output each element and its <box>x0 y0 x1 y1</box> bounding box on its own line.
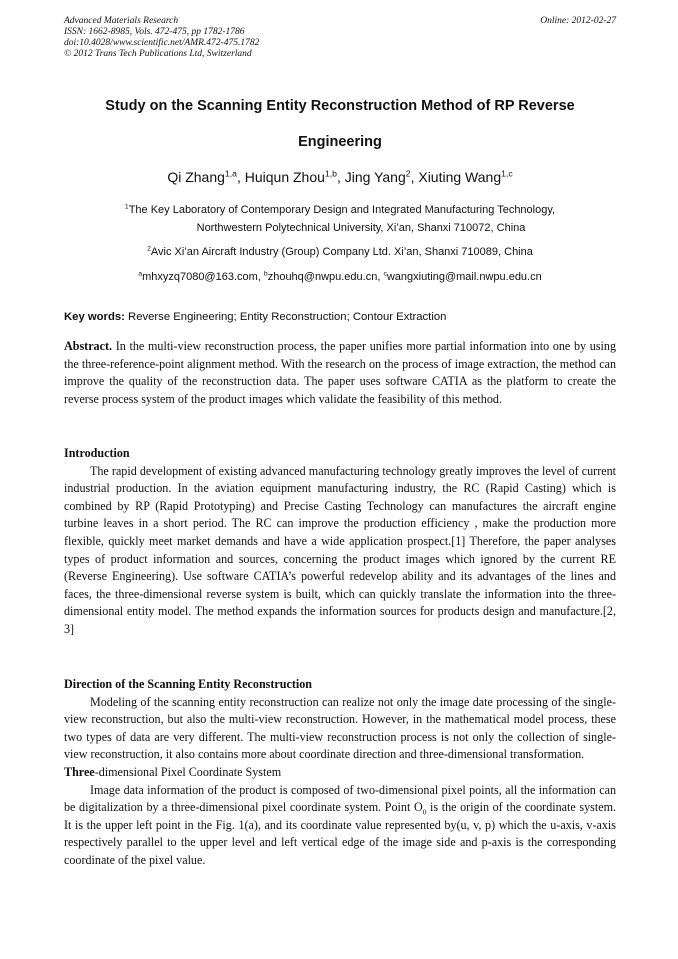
email-b: zhouhq@nwpu.edu.cn, <box>267 271 384 283</box>
direction-paragraph: Modeling of the scanning entity reconstruction can realize not only the image date processing of the single-view reconstruction, but also the multi-view reconstruction. However, in the mathematical model process, these two types of data are very different. The multi-view reconstruction process is not only the collection of single-view reconstruction, it also contains more about coordinate direction and three-dimensional transformation. <box>64 694 616 762</box>
affiliation-2: $^2$Avic Xi’an Aircraft Industry (Group) Company Ltd. Xi’an, Shanxi 710089, China <box>147 245 533 258</box>
author: Huiqun Zhou$^{1,b}$, <box>244 168 345 185</box>
abstract <box>64 338 616 408</box>
keywords-label: Key words: <box>64 311 125 323</box>
direction-section <box>64 676 616 870</box>
introduction-section <box>64 445 616 639</box>
keywords-text: Reverse Engineering; Entity Reconstruction; Contour Extraction <box>124 311 447 323</box>
author: Xiuting Wang$^{1,c}$ <box>418 168 513 185</box>
title-line-2: Engineering <box>298 134 382 150</box>
introduction-heading: Introduction <box>64 446 130 460</box>
email-a: mhxyzq7080@163.com, <box>142 271 264 283</box>
author: Qi Zhang$^{1,a}$, <box>167 168 245 185</box>
copyright-line: © 2012 Trans Tech Publications Ltd, Switzerland <box>64 49 252 59</box>
keywords <box>64 309 616 325</box>
introduction-paragraph: The rapid development of existing advanced manufacturing technology greatly improves the level of current industrial production. In the aviation equipment manufacturing industry, the RC (Rapid Casting) which is combined by RP (Rapid Prototyping) and Precise Casting Technology can manufactures the aircraft engine turbine leaves in a short period. The RC can improve the production efficiency , make the production more flexible, quickly meet market demands and have a wide application prospect.[1] Therefore, the paper analyses types of product information and sources, concerning the product images which ignored by the current RE (Reverse Engineering). Use software CATIA’s powerful redevelop ability and its advantages of the lines and faces, the three-dimensional reverse system is built, which can quickly translate the information into the three-dimensional entity model. The method expands the information sources for products design and manufacture.[2, 3] <box>64 463 616 636</box>
author-emails: $^a$mhxyzq7080@163.com, $^b$zhouhq@nwpu.edu.cn, $^c$wangxiuting@mail.nwpu.edu.cn <box>138 270 542 283</box>
abstract-text: In the multi-view reconstruction process, the paper unifies more partial information into one by using the three-reference-point alignment method. With the research on the process of image extraction, the method can improve the quality of the reconstruction data. The paper uses software CATIA as the platform to create the reverse process system of the product images which validate the feasibility of this method. <box>64 339 616 406</box>
journal-header <box>64 16 616 60</box>
title-line-1: Study on the Scanning Entity Reconstruction Method of RP Reverse <box>105 98 575 114</box>
journal-name: Advanced Materials Research <box>64 16 179 26</box>
affiliation-1: $^1$The Key Laboratory of Contemporary Design and Integrated Manufacturing Technology, Northwestern Polytechnical University, Xi’an, Shanxi 710072, China <box>124 203 556 234</box>
pixel-system-heading: Three-dimensional Pixel Coordinate System <box>64 764 282 779</box>
author-list <box>64 168 616 186</box>
doi-line: doi:10.4028/www.scientific.net/AMR.472-475.1782 <box>64 38 260 48</box>
abstract-label: Abstract. <box>64 339 113 353</box>
pixel-system-paragraph: Image data information of the product is composed of two-dimensional pixel points, all the information can be digitalization by a three-dimensional pixel coordinate system. Point $O_0$ is the origin of the coordinate system. It is the upper left point in the Fig. 1(a), and its coordinate value represented by(u, v, p) which the u-axis, v-axis respectively parallel to the upper level and left vertical edge of the image side and p-axis is the corresponding coordinate of the pixel value. <box>64 782 616 867</box>
paper-title <box>64 88 616 160</box>
email-c: wangxiuting@mail.nwpu.edu.cn <box>386 271 542 283</box>
author: Jing Yang$^2$, <box>344 168 419 185</box>
direction-heading: Direction of the Scanning Entity Reconstruction <box>64 677 313 691</box>
online-date: Online: 2012-02-27 <box>540 16 616 26</box>
issn-line: ISSN: 1662-8985, Vols. 472-475, pp 1782-1786 <box>64 27 245 37</box>
